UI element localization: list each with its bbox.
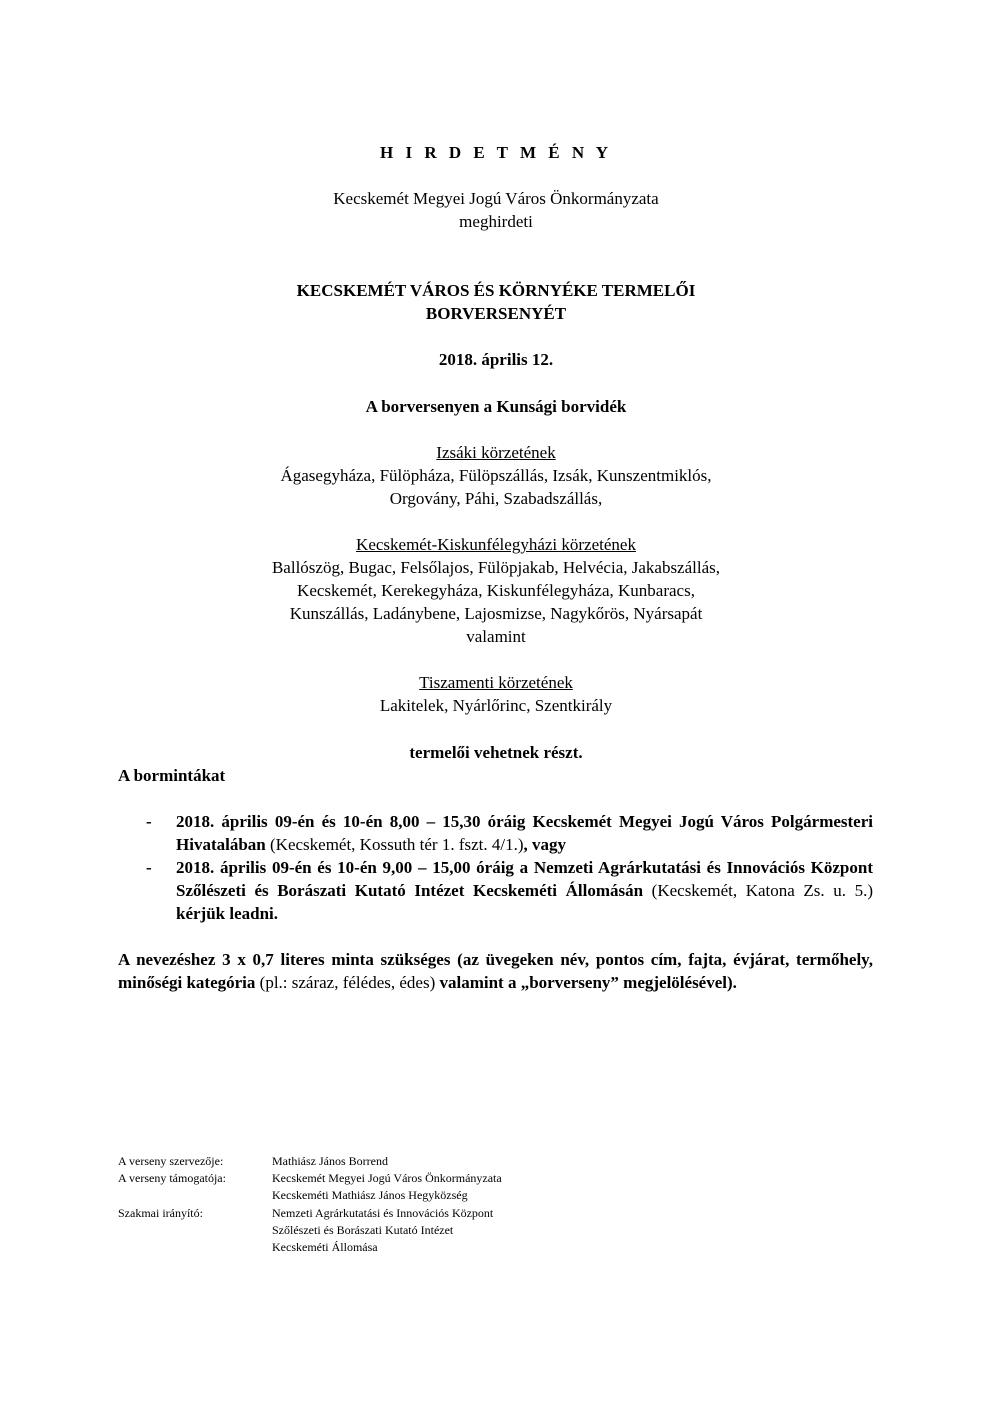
event-title-line1: KECSKEMÉT VÁROS ÉS KÖRNYÉKE TERMELŐI (296, 281, 696, 300)
announces: meghirdeti (459, 212, 533, 231)
district-heading: Kecskemét-Kiskunfélegyházi körzetének (356, 535, 636, 554)
sponsor-value: Kecskemét Megyei Jogú Város Önkormányzata (272, 1171, 502, 1185)
samples-heading: A bormintákat (118, 766, 226, 785)
director-value: Nemzeti Agrárkutatási és Innovációs Központ (272, 1206, 494, 1220)
organizer-value: Mathiász János Borrend (272, 1154, 388, 1168)
director-label: Szakmai irányító: (118, 1206, 203, 1220)
sponsor-value: Kecskeméti Mathiász János Hegyközség (272, 1188, 468, 1202)
district-heading: Izsáki körzetének (436, 443, 556, 462)
document-title: H I R D E T M É N Y (379, 143, 612, 162)
district-line: Kecskemét, Kerekegyháza, Kiskunfélegyháza, Kunbaracs, (297, 581, 695, 600)
district-line: Lakitelek, Nyárlőrinc, Szentkirály (379, 696, 613, 715)
organizer-label: A verseny szervezője: (118, 1154, 224, 1168)
sponsor-label: A verseny támogatója: (118, 1171, 226, 1185)
bullet-dash: - (146, 858, 152, 877)
director-value: Kecskeméti Állomása (272, 1240, 378, 1254)
district-line: valamint (466, 627, 526, 646)
bullet-text: 2018. április 09-én és 10-én 8,00 – 15,30 óráig Kecskemét Megyei Jogú Város Polgármesteri Hivatalában (Kecskemét, Kossuth tér 1. fszt. 4/1.), vagy (176, 812, 873, 854)
participate-line: termelői vehetnek részt. (409, 743, 583, 762)
event-date: 2018. április 12. (438, 350, 554, 369)
district-line: Kunszállás, Ladánybene, Lajosmizse, Nagykőrös, Nyársapát (289, 604, 703, 623)
entry-paragraph: A nevezéshez 3 x 0,7 literes minta szükséges (az üvegeken név, pontos cím, fajta, évjárat, termőhely, minőségi kategória (pl.: száraz, félédes, édes) valamint a „borverseny” megjelölésével). (118, 950, 873, 992)
region-intro: A borversenyen a Kunsági borvidék (365, 397, 627, 416)
district-heading: Tiszamenti körzetének (419, 673, 573, 692)
district-line: Ballószög, Bugac, Felsőlajos, Fülöpjakab, Helvécia, Jakabszállás, (271, 558, 721, 577)
district-line: Ágasegyháza, Fülöpháza, Fülöpszállás, Izsák, Kunszentmiklós, (280, 466, 712, 485)
issuer: Kecskemét Megyei Jogú Város Önkormányzata (333, 189, 659, 208)
event-title-line2: BORVERSENYÉT (425, 304, 567, 323)
bullet-text: 2018. április 09-én és 10-én 9,00 – 15,00 óráig a Nemzeti Agrárkutatási és Innovációs Központ Szőlészeti és Borászati Kutató Intézet Kecskeméti Állomásán (Kecskemét, Katona Zs. u. 5.) kérjük leadni. (176, 858, 873, 923)
director-value: Szőlészeti és Borászati Kutató Intézet (272, 1223, 454, 1237)
bullet-dash: - (146, 812, 152, 831)
district-line: Orgovány, Páhi, Szabadszállás, (389, 489, 603, 508)
